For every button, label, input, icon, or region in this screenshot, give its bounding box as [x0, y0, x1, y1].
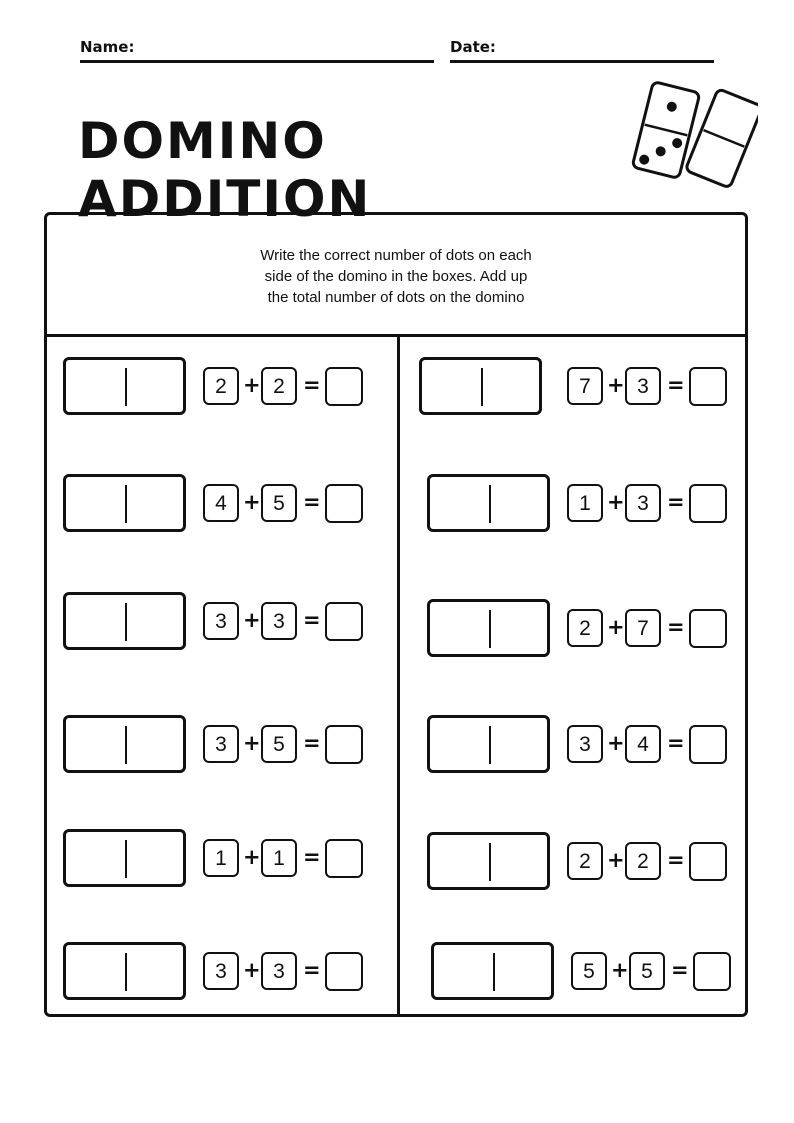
equals-sign: =	[303, 608, 321, 632]
answer-box[interactable]	[693, 952, 731, 991]
problem	[63, 592, 383, 656]
addend-box: 1	[261, 839, 297, 877]
domino-drawing-box[interactable]	[63, 829, 186, 887]
answer-box[interactable]	[689, 842, 727, 881]
problem	[63, 942, 383, 1006]
addend-box: 7	[567, 367, 603, 405]
worksheet	[44, 212, 748, 1017]
answer-box[interactable]	[325, 725, 363, 764]
domino-drawing-box[interactable]	[431, 942, 554, 1000]
dominoes-icon	[628, 80, 758, 190]
answer-box[interactable]	[689, 609, 727, 648]
problem	[427, 715, 747, 779]
plus-sign: +	[243, 731, 261, 755]
addend-box: 5	[261, 725, 297, 763]
domino-drawing-box[interactable]	[419, 357, 542, 415]
addend-box: 7	[625, 609, 661, 647]
plus-sign: +	[243, 958, 261, 982]
equals-sign: =	[303, 731, 321, 755]
problem	[63, 715, 383, 779]
domino-drawing-box[interactable]	[427, 832, 550, 890]
addend-box: 1	[567, 484, 603, 522]
plus-sign: +	[243, 608, 261, 632]
addend-box: 3	[203, 952, 239, 990]
domino-drawing-box[interactable]	[427, 474, 550, 532]
equals-sign: =	[667, 731, 685, 755]
addend-box: 2	[261, 367, 297, 405]
plus-sign: +	[243, 845, 261, 869]
domino-drawing-box[interactable]	[427, 715, 550, 773]
answer-box[interactable]	[689, 725, 727, 764]
problem	[427, 832, 747, 896]
column-divider	[397, 337, 400, 1017]
problem	[431, 942, 751, 1006]
plus-sign: +	[607, 615, 625, 639]
page-title: DOMINO ADDITION	[78, 112, 372, 228]
problem	[427, 474, 747, 538]
instructions	[47, 215, 745, 337]
domino-drawing-box[interactable]	[63, 942, 186, 1000]
name-label: Name:	[80, 38, 135, 56]
problem	[419, 357, 739, 421]
instructions-line: the total number of dots on the domino	[267, 289, 525, 306]
answer-box[interactable]	[325, 839, 363, 878]
equals-sign: =	[667, 490, 685, 514]
plus-sign: +	[243, 490, 261, 514]
addend-box: 5	[261, 484, 297, 522]
domino-drawing-box[interactable]	[63, 592, 186, 650]
addend-box: 2	[567, 609, 603, 647]
plus-sign: +	[611, 958, 629, 982]
addend-box: 3	[261, 602, 297, 640]
addend-box: 3	[625, 367, 661, 405]
addend-box: 3	[261, 952, 297, 990]
addend-box: 5	[629, 952, 665, 990]
addend-box: 1	[203, 839, 239, 877]
instructions-line: side of the domino in the boxes. Add up	[264, 268, 528, 285]
equals-sign: =	[667, 615, 685, 639]
name-field[interactable]	[80, 36, 434, 63]
answer-box[interactable]	[325, 367, 363, 406]
domino-drawing-box[interactable]	[63, 715, 186, 773]
problem	[63, 474, 383, 538]
header-fields	[80, 36, 716, 66]
domino-drawing-box[interactable]	[63, 357, 186, 415]
equals-sign: =	[303, 490, 321, 514]
equals-sign: =	[667, 848, 685, 872]
answer-box[interactable]	[325, 484, 363, 523]
addend-box: 3	[625, 484, 661, 522]
date-field[interactable]	[450, 36, 714, 63]
answer-box[interactable]	[325, 602, 363, 641]
equals-sign: =	[303, 373, 321, 397]
addend-box: 2	[567, 842, 603, 880]
equals-sign: =	[671, 958, 689, 982]
addend-box: 3	[567, 725, 603, 763]
addend-box: 2	[203, 367, 239, 405]
plus-sign: +	[607, 731, 625, 755]
addend-box: 4	[625, 725, 661, 763]
addend-box: 3	[203, 725, 239, 763]
answer-box[interactable]	[325, 952, 363, 991]
addend-box: 5	[571, 952, 607, 990]
plus-sign: +	[243, 373, 261, 397]
plus-sign: +	[607, 373, 625, 397]
addend-box: 4	[203, 484, 239, 522]
instructions-line: Write the correct number of dots on each	[260, 247, 532, 264]
answer-box[interactable]	[689, 367, 727, 406]
date-label: Date:	[450, 38, 496, 56]
problem	[63, 357, 383, 421]
problem	[63, 829, 383, 893]
plus-sign: +	[607, 848, 625, 872]
equals-sign: =	[667, 373, 685, 397]
domino-drawing-box[interactable]	[63, 474, 186, 532]
equals-sign: =	[303, 845, 321, 869]
problem	[427, 599, 747, 663]
plus-sign: +	[607, 490, 625, 514]
answer-box[interactable]	[689, 484, 727, 523]
domino-drawing-box[interactable]	[427, 599, 550, 657]
addend-box: 3	[203, 602, 239, 640]
addend-box: 2	[625, 842, 661, 880]
equals-sign: =	[303, 958, 321, 982]
